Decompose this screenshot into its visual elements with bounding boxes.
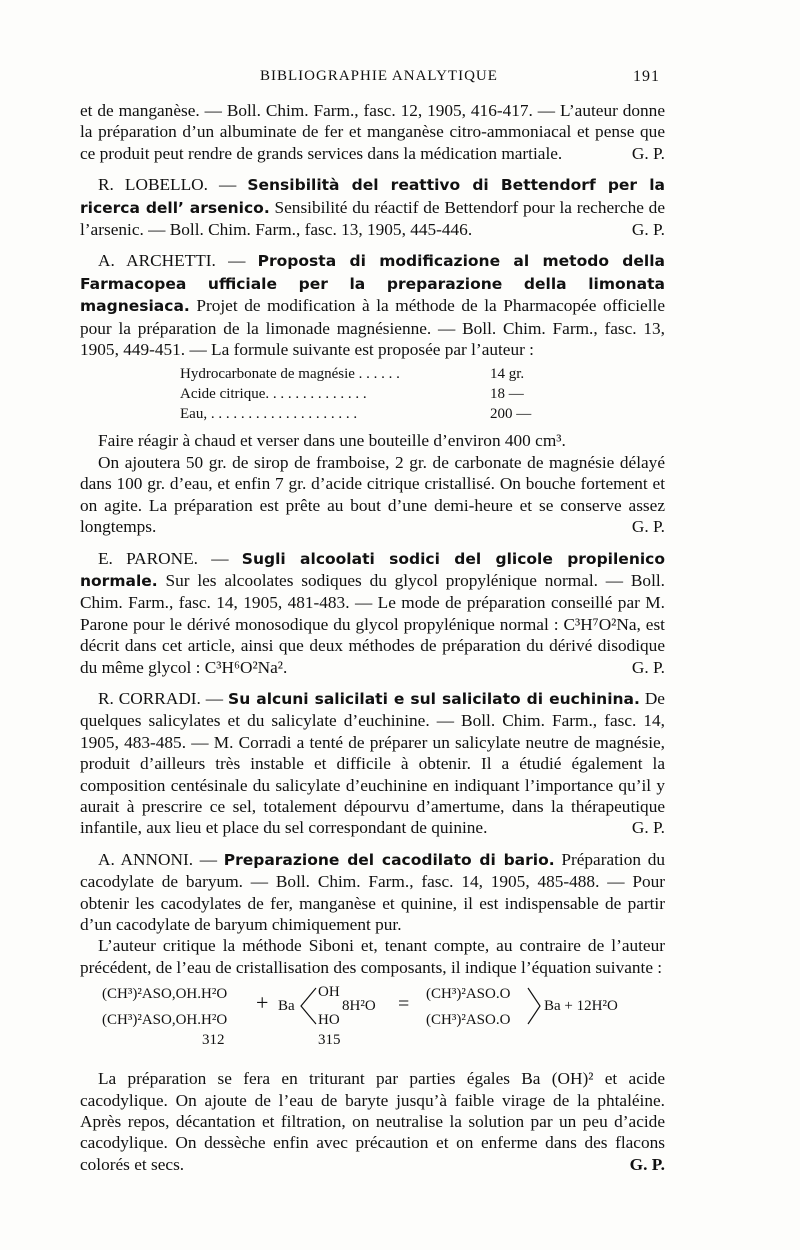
entry-author: R. CORRADI. —	[98, 688, 224, 708]
entry-title: Sensibilità del reattivo di Bettendorf per la ricerca dell’ arsenico.	[80, 176, 665, 217]
equation-barium: Ba	[278, 998, 295, 1015]
entry-title: Preparazione del cacodilato di bario.	[223, 850, 555, 869]
signature: G. P.	[631, 143, 665, 163]
entry-author: E. PARONE. —	[98, 548, 229, 568]
entry-title: Sugli alcoolati sodici del glicole propilenico normale.	[80, 549, 666, 590]
equation-reactant-line: (CH³)²ASO,OH.H²O	[102, 986, 228, 1003]
recipe-quantity: 18 —	[490, 386, 524, 403]
entry-text: Sensibilité du réactif de Bettendorf pour la recherche de l’arsenic. — Boll. Chim. Farm., fasc. 13, 1905, 445-446.	[80, 197, 665, 240]
equation-hydroxyl: HO	[318, 1012, 340, 1029]
equation-product-line: (CH³)²ASO.O	[426, 1012, 511, 1029]
equation-equals: =	[398, 993, 410, 1016]
entry-text: Préparation du cacodylate de baryum. — Boll. Chim. Farm., fasc. 14, 1905, 485-488. — Pour obtenir les cacodylates de fer, manganèse et quinine, il est indispensable de partir d’un cacodylate de baryum chimiquement pur.	[80, 849, 665, 934]
recipe-quantity: 14 gr.	[490, 366, 525, 383]
recipe-ingredient: Hydrocarbonate de magnésie . . . . . .	[180, 366, 400, 383]
recipe-ingredient: Acide citrique. . . . . . . . . . . . . .	[180, 386, 367, 403]
recipe-ingredient: Eau, . . . . . . . . . . . . . . . . . . . .	[180, 406, 358, 423]
entry-title: Su alcuni salicilati e sul salicilato di euchinina.	[228, 689, 640, 708]
entry-archetti	[80, 250, 665, 537]
page-number: 191	[633, 68, 660, 85]
entry-text: De quelques salicylates et du salicylate d’euchinine. — Boll. Chim. Farm., fasc. 14, 1905, 483-485. — M. Corradi a tenté de préparer un salicylate neutre de magnésie, produit d’ailleurs très instable et difficile à obtenir. Il a étudié également la composition centésinale du salicylate d’euchinine en indiquant l’importance qu’il y aurait à prescrire ce sel, totalement dépourvu d’amertume, dans la thérapeutique infantile, aux lieu et place du sel correspondant de quinine.	[80, 688, 665, 838]
equation-hydroxyl: OH	[318, 984, 340, 1001]
recipe-quantity: 200 —	[490, 406, 532, 423]
signature: G. P.	[629, 1154, 665, 1174]
entry-title: Proposta di modificazione al metodo della Farmacopea ufficiale per la preparazione della limonata magnesiaca.	[80, 252, 666, 316]
recipe-row	[180, 384, 560, 404]
entry-text: Faire réagir à chaud et verser dans une bouteille d’environ 400 cm³.	[98, 431, 566, 451]
equation-weight: 315	[318, 1032, 341, 1049]
equation-water: 8H²O	[342, 998, 376, 1015]
equation-plus: +	[256, 990, 269, 1016]
signature: G. P.	[631, 818, 665, 838]
signature: G. P.	[631, 657, 665, 677]
entry-text: Sur les alcoolates sodiques du glycol propylénique normal. — Boll. Chim. Farm., fasc. 14, 1905, 481-483. — Le mode de préparation conseillé par M. Parone pour le dérivé monosodique du glycol propylénique normal : C³H⁷O²Na, est décrit dans cet article, ainsi que deux méthodes de préparation du dérivé disodique du même glycol : C³H⁶O²Na².	[80, 570, 665, 677]
equation-products: Ba + 12H²O	[544, 998, 618, 1015]
chemical-equation	[80, 982, 665, 1058]
entry-lobello	[80, 174, 665, 240]
entry-parone	[80, 548, 665, 678]
entry-annoni	[80, 849, 665, 1175]
running-header	[80, 68, 660, 92]
entry-author: R. LOBELLO. —	[98, 175, 237, 195]
entry-text: et de manganèse. — Boll. Chim. Farm., fasc. 12, 1905, 416-417. — L’auteur donne la préparation d’un albuminate de fer et manganèse citro-ammoniacal et pense que ce produit peut rendre de grands services dans la médication martiale.	[80, 101, 665, 163]
signature: G. P.	[631, 517, 665, 537]
equation-bond-left	[298, 986, 318, 1026]
equation-product-line: (CH³)²ASO.O	[426, 986, 511, 1003]
entry-text: L’auteur critique la méthode Siboni et, tenant compte, au contraire de l’auteur précédent, de l’eau de cristallisation des composants, il indique l’équation suivante :	[80, 936, 665, 977]
entry-text: Projet de modification à la méthode de la Pharmacopée officielle pour la préparation de la limonade magnésienne. — Boll. Chim. Farm., fasc. 13, 1905, 449-451. — La formule suivante est proposée par l’auteur :	[80, 296, 665, 360]
equation-reactant-line: (CH³)²ASO,OH.H²O	[102, 1012, 228, 1029]
entry-text: La préparation se fera en triturant par parties égales Ba (OH)² et acide cacodylique. On ajoute de l’eau de baryte jusqu’à faible virage de la phtaléine. Après repos, décantation et filtration, on neutralise la solution par un peu d’acide cacodylique. On dessèche enfin avec précaution et on enferme dans des flacons colorés et secs.	[80, 1069, 665, 1174]
equation-bond-right	[526, 986, 542, 1026]
page-body	[80, 100, 665, 1185]
recipe-table	[180, 364, 560, 424]
entry-author: A. ANNONI. —	[98, 849, 218, 869]
entry-author: A. ARCHETTI. —	[98, 251, 246, 271]
entry-text: On ajoutera 50 gr. de sirop de framboise, 2 gr. de carbonate de magnésie délayé dans 100 gr. d’eau, et enfin 7 gr. d’acide citrique cristallisé. On bouche fortement et on agite. La préparation est prête au bout d’une demi-heure et se conserve assez longtemps.	[80, 452, 665, 537]
recipe-row	[180, 404, 560, 424]
recipe-row	[180, 364, 560, 384]
entry-manganese	[80, 100, 665, 164]
signature: G. P.	[631, 220, 665, 240]
entry-corradi	[80, 688, 665, 839]
equation-weight: 312	[202, 1032, 225, 1049]
running-title: BIBLIOGRAPHIE ANALYTIQUE	[260, 68, 498, 84]
